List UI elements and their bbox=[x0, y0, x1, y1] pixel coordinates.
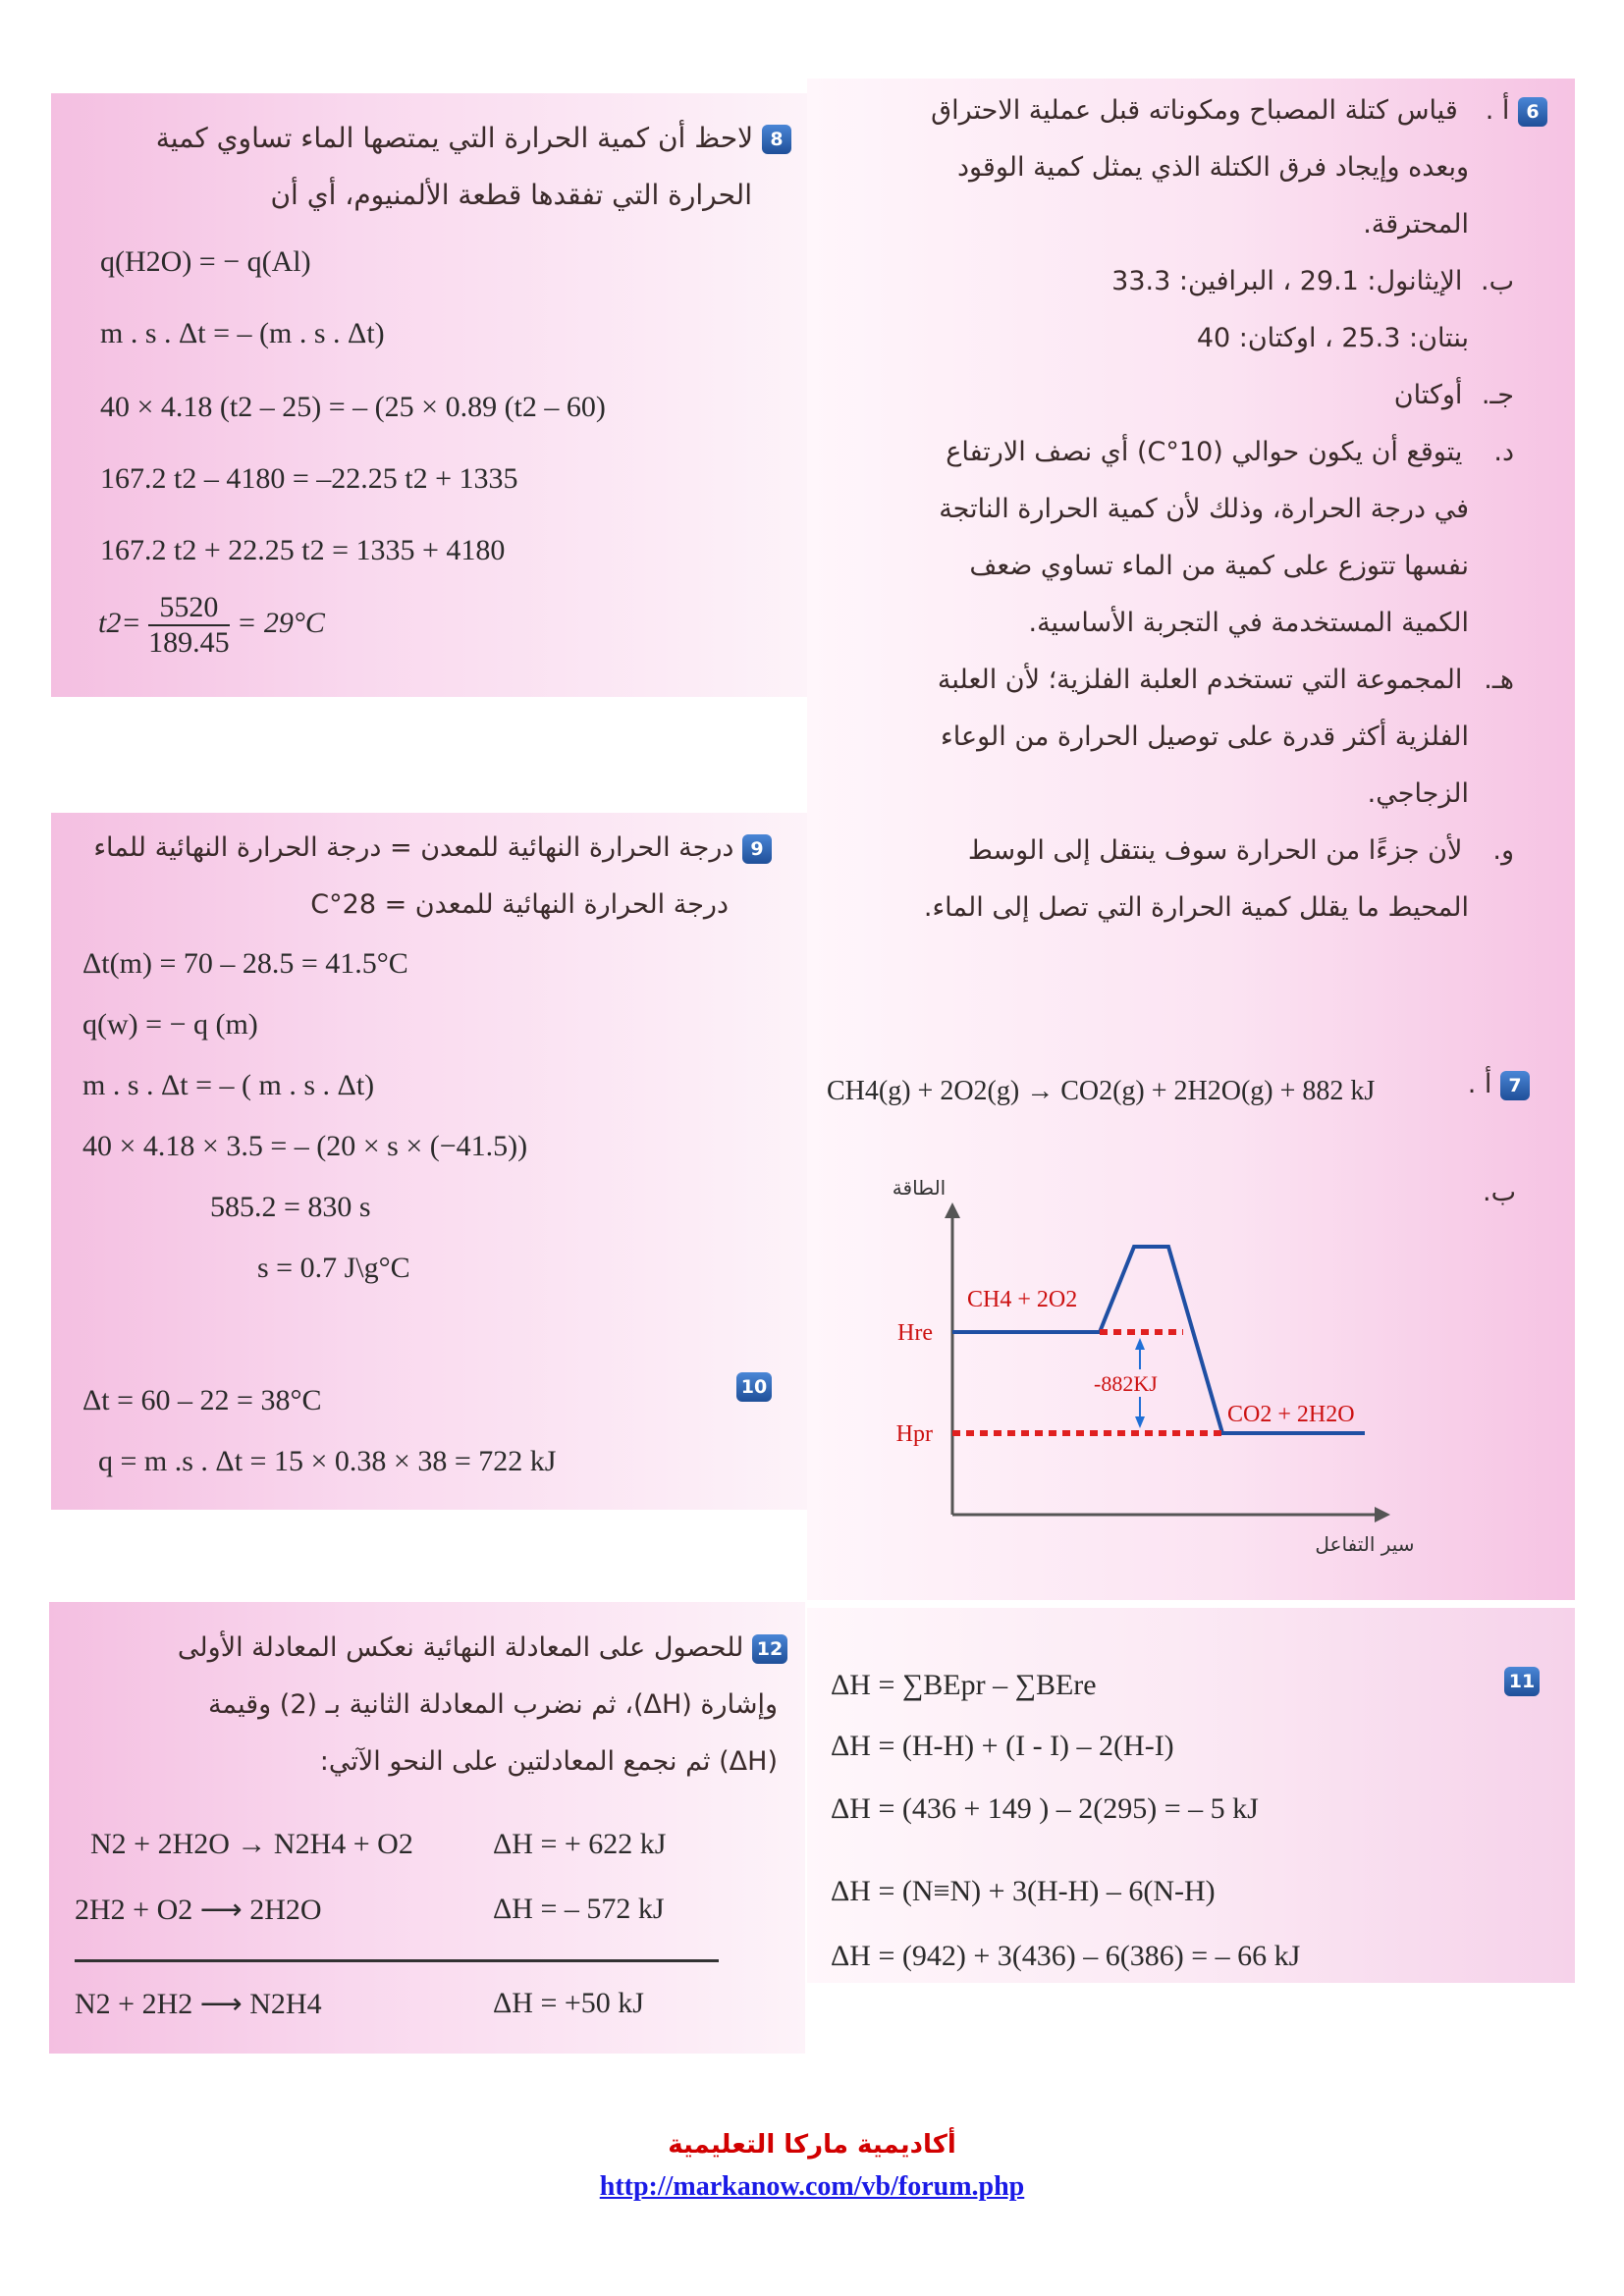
footer-link[interactable]: http://markanow.com/vb/forum.php bbox=[599, 2171, 1025, 2202]
q6-f-text-2: المحيط ما يقلل كمية الحرارة التي تصل إلى الماء. bbox=[923, 892, 1469, 923]
hre-label: Hre bbox=[897, 1320, 933, 1346]
q8-eq6 bbox=[98, 591, 325, 660]
delta-arrow-down-head bbox=[1135, 1416, 1145, 1428]
q6-a-text-2: وبعده وإيجاد فرق الكتلة الذي يمثل كمية الوقود bbox=[956, 152, 1469, 183]
q6-b-line1: الإيثانول: 29.1 ، البرافين: 33.3 bbox=[1111, 266, 1463, 296]
q12-text-3: (ΔH) ثم نجمع المعادلتين على النحو الآتي: bbox=[319, 1746, 778, 1777]
q8-eq5: 167.2 t2 + 22.25 t2 = 1335 + 4180 bbox=[100, 534, 506, 566]
q12-badge: 12 bbox=[752, 1634, 787, 1664]
q6-c-text: أوكتان bbox=[1393, 380, 1463, 410]
q6-badge: 6 bbox=[1518, 97, 1547, 127]
q9-eq5: 585.2 = 830 s bbox=[210, 1191, 371, 1223]
q8-eq6-lhs: t2= bbox=[98, 606, 141, 639]
q8-eq6-den: 189.45 bbox=[148, 626, 230, 659]
q8-eq6-num: 5520 bbox=[148, 591, 230, 626]
q11-eq2: ΔH = (H-H) + (I - I) – 2(H-I) bbox=[831, 1730, 1174, 1762]
q6-b-mark: ب. bbox=[1480, 266, 1514, 296]
q12-sum-line bbox=[75, 1959, 719, 1962]
q6-d-text-4: الكمية المستخدمة في التجربة الأساسية. bbox=[1028, 608, 1469, 638]
q6-a-mark: أ . bbox=[1485, 95, 1510, 126]
q12-text-2: وإشارة (ΔH)، ثم نضرب المعادلة الثانية بـ (2) وقيمة bbox=[208, 1689, 778, 1720]
q7-badge: 7 bbox=[1500, 1071, 1530, 1100]
delta-h-label: -882KJ bbox=[1094, 1371, 1158, 1396]
q8-eq2: m . s . Δt = – (m . s . Δt) bbox=[100, 317, 385, 349]
products-label: CO2 + 2H2O bbox=[1227, 1402, 1355, 1427]
q7-b-mark: ب. bbox=[1482, 1177, 1516, 1207]
q8-eq1: q(H2O) = − q(Al) bbox=[100, 245, 311, 278]
q8-eq3: 40 × 4.18 (t2 – 25) = – (25 × 0.89 (t2 – 60) bbox=[100, 391, 606, 423]
q8-text-1: لاحظ أن كمية الحرارة التي يمتصها الماء تساوي كمية bbox=[155, 122, 754, 154]
y-axis-arrow bbox=[945, 1202, 960, 1218]
q12-eq2: 2H2 + O2 ⟶ 2H2O bbox=[75, 1894, 322, 1926]
hpr-label: Hpr bbox=[895, 1421, 933, 1447]
energy-axis-label: الطاقة bbox=[892, 1176, 947, 1200]
q6-b-line2: بنتان: 25.3 ، اوكتان: 40 bbox=[1196, 323, 1469, 353]
q10-badge: 10 bbox=[736, 1372, 772, 1402]
q10-eq1: Δt = 60 – 22 = 38°C bbox=[82, 1384, 322, 1416]
q8-text-block bbox=[75, 110, 791, 224]
q9-badge: 9 bbox=[742, 834, 772, 864]
q6-d-text-3: نفسها تتوزع على كمية من الماء تساوي ضعف bbox=[969, 551, 1469, 581]
q12-eq1: N2 + 2H2O → N2H4 + O2 bbox=[90, 1828, 413, 1860]
q6-e-text-2: الفلزية أكثر قدرة على توصيل الحرارة من الوعاء bbox=[941, 721, 1469, 752]
q11-badge: 11 bbox=[1504, 1667, 1540, 1696]
q11-eq1: ΔH = ∑BEpr – ∑BEre bbox=[831, 1669, 1097, 1701]
energy-diagram bbox=[874, 1173, 1424, 1585]
q6-c-mark: جـ. bbox=[1481, 380, 1514, 410]
q9-eq1: Δt(m) = 70 – 28.5 = 41.5°C bbox=[82, 947, 408, 980]
q6-d-mark: د. bbox=[1493, 437, 1514, 467]
q7-a-mark: أ . bbox=[1467, 1069, 1492, 1099]
reactants-label: CH4 + 2O2 bbox=[967, 1287, 1078, 1312]
q7-head bbox=[1412, 1056, 1530, 1113]
q6-a-text-1: قياس كتلة المصباح ومكوناته قبل عملية الاحتراق bbox=[931, 95, 1458, 126]
q9-text-2: درجة الحرارة النهائية للمعدن = 28°C bbox=[310, 889, 729, 920]
q6-e-mark: هـ. bbox=[1484, 665, 1514, 695]
delta-arrow-up-head bbox=[1135, 1338, 1145, 1350]
x-axis-arrow bbox=[1375, 1507, 1390, 1522]
q12-text-block bbox=[56, 1620, 787, 1790]
q12-text-1: للحصول على المعادلة النهائية نعكس المعادلة الأولى bbox=[177, 1632, 744, 1663]
q8-text-2: الحرارة التي تفقدها قطعة الألمنيوم، أي أن bbox=[270, 179, 752, 211]
q6-f-mark: و. bbox=[1492, 835, 1514, 866]
q12-eq1-dh: ΔH = + 622 kJ bbox=[493, 1828, 667, 1860]
q11-badge-wrap bbox=[1504, 1667, 1540, 1696]
q10-eq2: q = m .s . Δt = 15 × 0.38 × 38 = 722 kJ bbox=[98, 1445, 557, 1477]
q6-f-text-1: لأن جزءًا من الحرارة سوف ينتقل إلى الوسط bbox=[967, 835, 1463, 866]
footer-title: أكاديمية ماركا التعليمية bbox=[668, 2130, 956, 2160]
q6-e-text-1: المجموعة التي تستخدم العلبة الفلزية؛ لأن العلبة bbox=[937, 665, 1463, 695]
q12-eq3: N2 + 2H2 ⟶ N2H4 bbox=[75, 1988, 322, 2020]
reaction-axis-label: سير التفاعل bbox=[1315, 1532, 1415, 1556]
q8-eq6-rhs: = 29°C bbox=[237, 606, 325, 639]
q9-eq3: m . s . Δt = – ( m . s . Δt) bbox=[82, 1069, 375, 1101]
q6-e-text-3: الزجاجي. bbox=[1367, 778, 1469, 809]
q8-fraction bbox=[148, 591, 230, 660]
q6-a-text-3: المحترقة. bbox=[1363, 209, 1469, 240]
q9-eq4: 40 × 4.18 × 3.5 = – (20 × s × (−41.5)) bbox=[82, 1130, 528, 1162]
q6-block bbox=[821, 82, 1547, 936]
q8-eq4: 167.2 t2 – 4180 = –22.25 t2 + 1335 bbox=[100, 462, 518, 495]
q11-eq3: ΔH = (436 + 149 ) – 2(295) = – 5 kJ bbox=[831, 1792, 1259, 1825]
q9-eq6: s = 0.7 J\g°C bbox=[257, 1252, 410, 1284]
q12-eq3-dh: ΔH = +50 kJ bbox=[493, 1987, 644, 2019]
q10-badge-wrap bbox=[736, 1372, 772, 1402]
q6-d-text-2: في درجة الحرارة، وذلك لأن كمية الحرارة الناتجة bbox=[939, 494, 1469, 524]
q11-eq4: ΔH = (N≡N) + 3(H-H) – 6(N-H) bbox=[831, 1875, 1216, 1907]
q12-eq2-dh: ΔH = – 572 kJ bbox=[493, 1893, 665, 1925]
q6-d-text-1: يتوقع أن يكون حوالي (10°C) أي نصف الارتفاع bbox=[946, 437, 1463, 467]
q8-badge: 8 bbox=[762, 125, 791, 154]
q7-equation: CH4(g) + 2O2(g) → CO2(g) + 2H2O(g) + 882 kJ bbox=[827, 1076, 1376, 1106]
q9-eq2: q(w) = − q (m) bbox=[82, 1008, 258, 1041]
q9-text-block bbox=[45, 820, 772, 934]
q11-eq5: ΔH = (942) + 3(436) – 6(386) = – 66 kJ bbox=[831, 1940, 1301, 1972]
q9-text-1: درجة الحرارة النهائية للمعدن = درجة الحرارة النهائية للماء bbox=[93, 832, 734, 863]
